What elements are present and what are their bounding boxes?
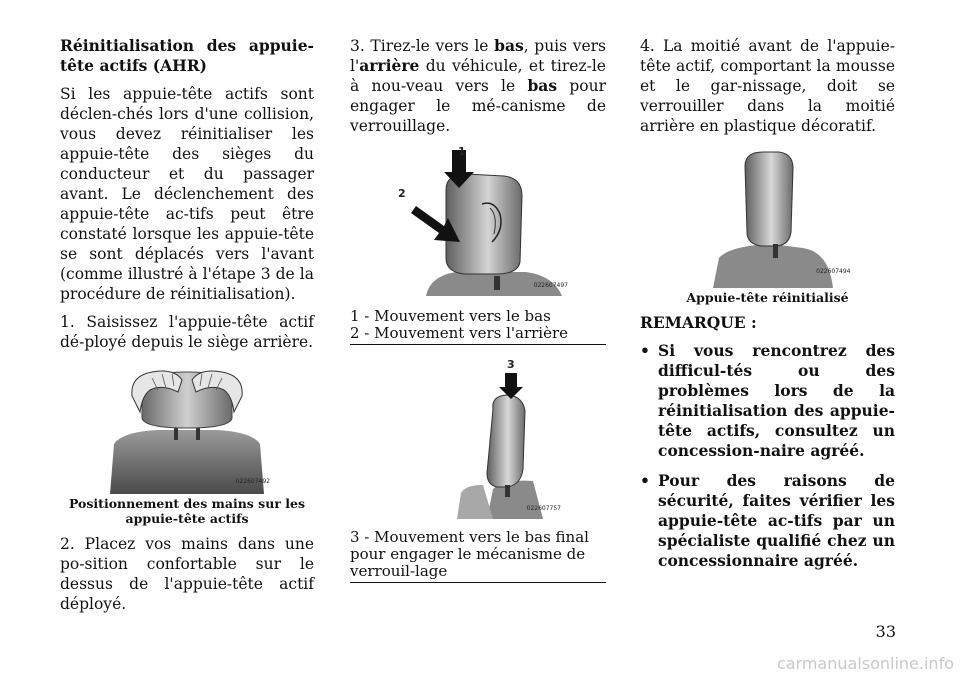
remark-list	[640, 341, 895, 571]
step3-paragraph: 3. Tirez-le vers le bas, puis vers l'arrière du véhicule, et tirez-le à nou-veau vers le bas pour engager le mé-canisme de verrouillage.	[350, 36, 607, 135]
figure-code: 022607497	[533, 282, 568, 289]
step4-paragraph: 4. La moitié avant de l'appuie-tête actif, comportant la mousse et le gar-nissage, doit se verrouiller dans la moitié arrière en plastique décoratif.	[640, 37, 895, 135]
legend-item-2: 2 - Mouvement vers l'arrière	[350, 324, 569, 342]
legend-item-1: 1 - Mouvement vers le bas	[350, 307, 551, 325]
watermark: carmanualsonline.info	[776, 654, 954, 673]
section-title: Réinitialisation des appuie-tête actifs (AHR)	[60, 36, 314, 75]
figure-caption: Positionnement des mains sur les appuie-tête actifs	[68, 496, 305, 526]
headrest-final-illustration	[393, 369, 563, 519]
list-item: • Pour des raisons de sécurité, faites vérifier les appuie-tête ac-tifs par un spécialiste qualifié chez un concessionnaire agréé.	[640, 471, 895, 570]
figure-code: 022607757	[526, 505, 561, 512]
column-left	[60, 36, 314, 622]
figure-reset-headrest	[683, 148, 853, 288]
figure-caption: Appuie-tête réinitialisé	[686, 290, 849, 305]
figure-code: 022607494	[816, 268, 851, 275]
figure-code: 022607492	[235, 478, 270, 485]
intro-paragraph: Si les appuie-tête actifs sont déclen-chés lors d'une collision, vous devez réinitialiser les appuie-tête des sièges du conducteur et du passager avant. Le déclenchement des appuie-tête ac-tifs peut être constaté lorsque les appuie-tête se sont déplacés vers l'avant (comme illustré à l'étape 3 de la procédure de réinitialisation).	[60, 85, 314, 303]
bullet-icon: •	[640, 471, 650, 490]
figure-final-down: 3 022607757	[393, 369, 563, 519]
bullet-icon: •	[640, 341, 650, 360]
figure-push-down-back: 1 2 022607497	[386, 144, 570, 296]
column-right	[640, 36, 895, 581]
figure-legend	[350, 308, 606, 345]
column-middle	[350, 36, 606, 589]
step2-paragraph: 2. Placez vos mains dans une po-sition confortable sur le dessus de l'appuie-tête actif déployé.	[60, 535, 314, 613]
list-item: • Si vous rencontrez des difficul-tés ou des problèmes lors de la réinitialisation des appuie-tête actifs, consultez un concession-naire agréé.	[640, 341, 895, 460]
figure-legend-3: 3 - Mouvement vers le bas final pour engager le mécanisme de verrouil-lage	[350, 529, 606, 583]
figure-hands-on-headrest	[102, 366, 272, 494]
step1-paragraph: 1. Saisissez l'appuie-tête actif dé-ployé depuis le siège arrière.	[60, 313, 314, 351]
page-number: 33	[875, 622, 896, 641]
headrest-arrows-illustration	[386, 144, 570, 296]
remark-label: REMARQUE :	[640, 313, 757, 332]
